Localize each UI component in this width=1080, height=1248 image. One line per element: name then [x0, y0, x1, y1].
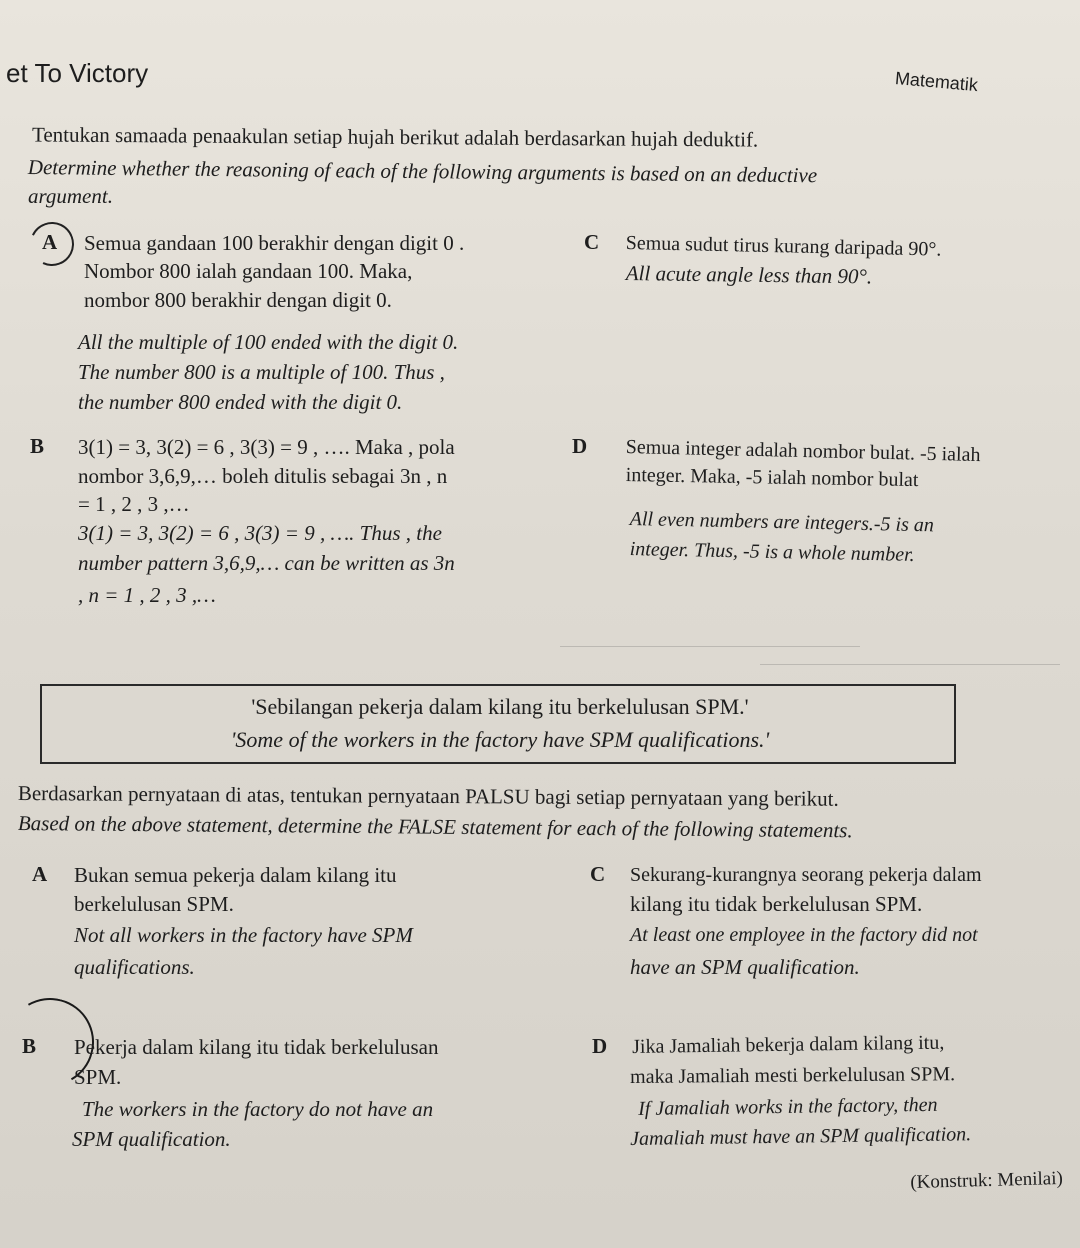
q1-instruction-ms: Tentukan samaada penaakulan setiap hujah berikut adalah berdasarkan hujah deduktif.: [31, 122, 759, 152]
q2-option-d-text: maka Jamaliah mesti berkelulusan SPM.: [630, 1063, 956, 1088]
q2-instruction-en: Based on the above statement, determine the FALSE statement for each of the following statements.: [17, 810, 853, 843]
q1-option-c-text: Semua sudut tirus kurang daripada 90°.: [625, 231, 942, 261]
q1-option-b-translation: number pattern 3,6,9,… can be written as 3n: [78, 551, 455, 575]
q2-option-b-translation: SPM qualification.: [72, 1127, 231, 1151]
q1-option-b-translation: 3(1) = 3, 3(2) = 6 , 3(3) = 9 , …. Thus , the: [78, 521, 442, 545]
q2-instruction-ms: Berdasarkan pernyataan di atas, tentukan pernyataan PALSU bagi setiap pernyataan yang berikut.: [17, 781, 839, 811]
header-title: et To Victory: [6, 58, 149, 88]
statement-box: [40, 684, 956, 764]
q1-option-a-translation: the number 800 ended with the digit 0.: [78, 390, 403, 414]
q1-option-d-text: integer. Maka, -5 ialah nombor bulat: [625, 463, 919, 492]
q2-option-c-text: Sekurang-kurangnya seorang pekerja dalam: [630, 864, 982, 886]
q2-option-a-text: Bukan semua pekerja dalam kilang itu: [74, 863, 397, 887]
q1-option-b-text: nombor 3,6,9,… boleh ditulis sebagai 3n , n: [78, 464, 448, 488]
q2-option-c-label: C: [590, 862, 606, 886]
q1-option-c-translation: All acute angle less than 90°.: [625, 260, 873, 289]
q2-option-a-translation: qualifications.: [74, 955, 195, 979]
q1-option-d-label: D: [572, 434, 588, 458]
q2-option-c-translation: At least one employee in the factory did not: [630, 924, 978, 946]
q1-instruction-en: Determine whether the reasoning of each of the following arguments is based on an deductive: [27, 154, 818, 188]
q1-option-b-translation: , n = 1 , 2 , 3 ,…: [78, 583, 216, 607]
q2-option-d-text: Jika Jamaliah bekerja dalam kilang itu,: [632, 1031, 945, 1058]
q2-option-c-text: kilang itu tidak berkelulusan SPM.: [630, 892, 923, 916]
q1-option-a-translation: All the multiple of 100 ended with the digit 0.: [78, 330, 459, 354]
q1-option-b-text: 3(1) = 3, 3(2) = 6 , 3(3) = 9 , …. Maka , pola: [78, 435, 455, 459]
q2-option-b-text: SPM.: [74, 1065, 122, 1089]
q1-option-b-label: B: [30, 434, 45, 458]
q2-option-a-label: A: [32, 862, 48, 886]
q1-option-c-label: C: [584, 230, 600, 254]
q1-option-a-label: A: [42, 230, 58, 254]
construct-label: (Konstruk: Menilai): [910, 1168, 1064, 1193]
q2-option-d-translation: Jamaliah must have an SPM qualification.: [630, 1123, 972, 1150]
q2-option-b-translation: The workers in the factory do not have an: [82, 1097, 434, 1121]
q1-option-d-text: Semua integer adalah nombor bulat. -5 ialah: [625, 435, 981, 467]
q2-option-d-label: D: [592, 1034, 608, 1058]
statement-ms: 'Sebilangan pekerja dalam kilang itu berkelulusan SPM.': [251, 694, 749, 719]
q2-option-c-translation: have an SPM qualification.: [630, 955, 860, 979]
q1-option-a-text: nombor 800 berakhir dengan digit 0.: [84, 288, 392, 312]
q2-option-d-translation: If Jamaliah works in the factory, then: [638, 1093, 938, 1120]
q1-option-a-text: Semua gandaan 100 berakhir dengan digit 0 .: [84, 231, 465, 255]
q1-option-a-text: Nombor 800 ialah gandaan 100. Maka,: [84, 259, 413, 283]
q2-option-a-text: berkelulusan SPM.: [74, 892, 234, 916]
subject-label: Matematik: [894, 68, 979, 96]
divider: [760, 664, 1060, 665]
divider: [560, 646, 860, 647]
q2-option-a-translation: Not all workers in the factory have SPM: [74, 923, 413, 947]
q1-option-d-translation: integer. Thus, -5 is a whole number.: [629, 537, 915, 566]
q1-option-a-translation: The number 800 is a multiple of 100. Thus ,: [78, 360, 445, 384]
q1-instruction-en-cont: argument.: [28, 184, 113, 208]
statement-en: 'Some of the workers in the factory have SPM qualifications.': [230, 727, 770, 752]
q2-option-b-text: Pekerja dalam kilang itu tidak berkelulusan: [74, 1035, 439, 1059]
q1-option-d-translation: All even numbers are integers.-5 is an: [629, 507, 935, 537]
q2-option-b-label: B: [22, 1034, 37, 1058]
q1-option-b-text: = 1 , 2 , 3 ,…: [78, 492, 190, 516]
